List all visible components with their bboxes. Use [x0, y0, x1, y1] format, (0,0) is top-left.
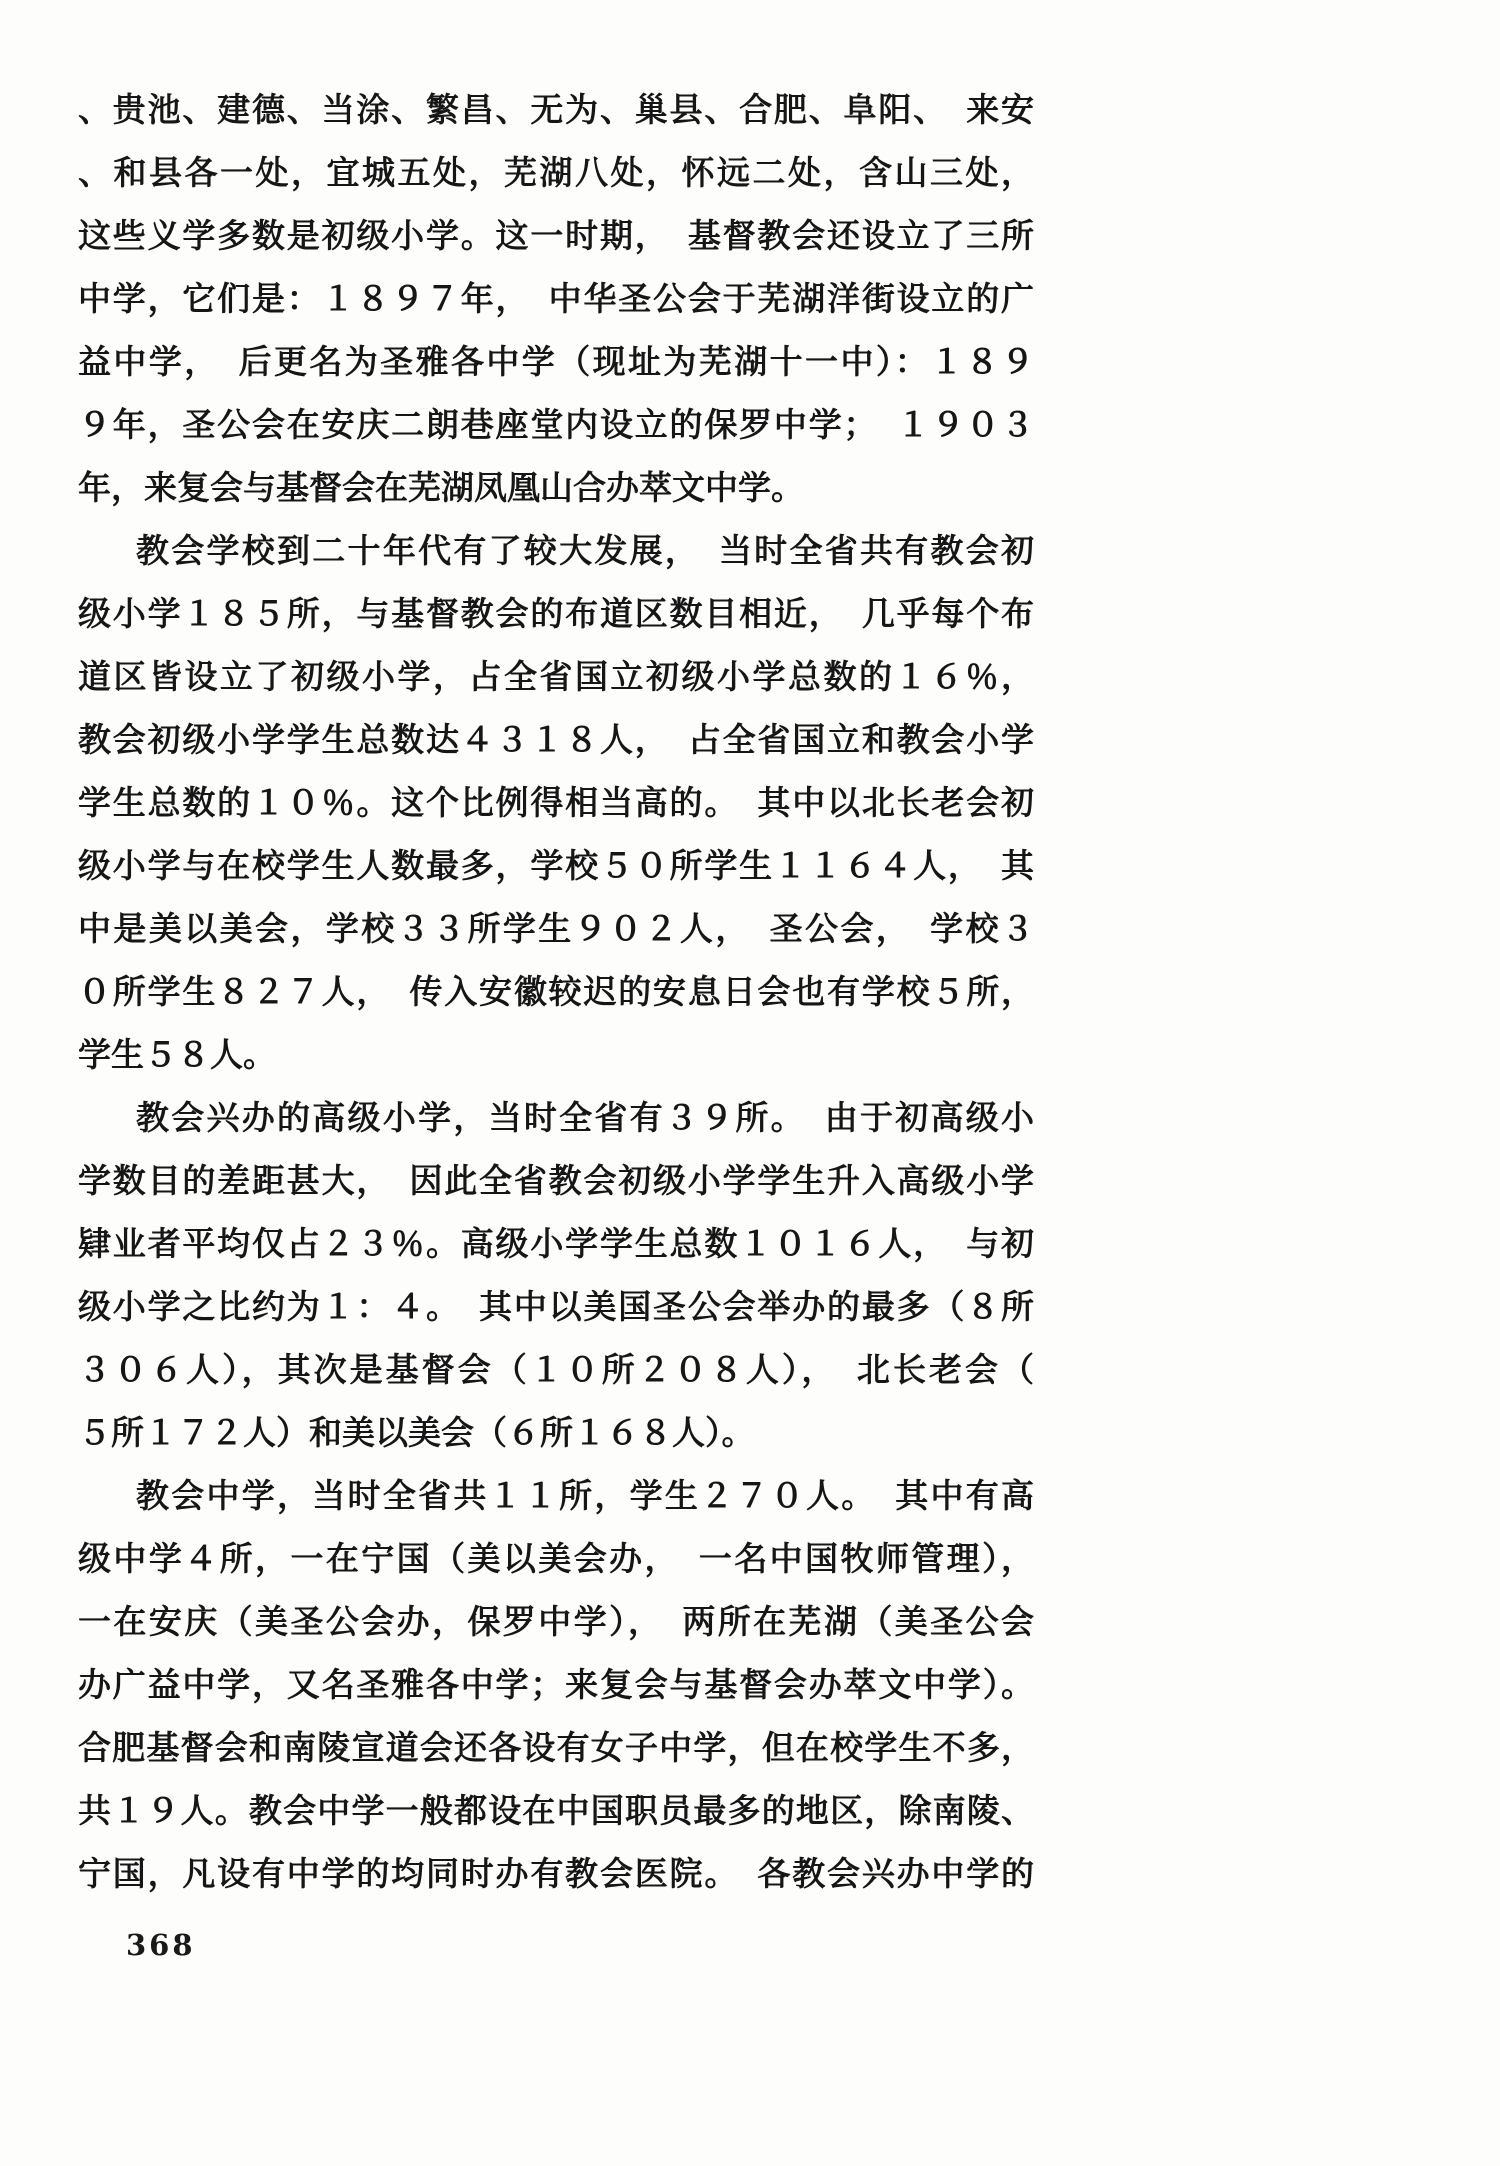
text-line: 这些义学多数是初级小学。这一时期， 基督教会还设立了三所 — [78, 219, 1034, 255]
text-line: ０所学生８２７人， 传入安徽较迟的安息日会也有学校５所， — [78, 975, 1034, 1011]
text-line: 一在安庆（美圣公会办，保罗中学）， 两所在芜湖（美圣公会 — [78, 1605, 1034, 1641]
text-line: 宁国，凡设有中学的均同时办有教会医院。 各教会兴办中学的 — [78, 1857, 1034, 1893]
text-line: ９年，圣公会在安庆二朗巷座堂内设立的保罗中学； １９０３ — [78, 408, 1034, 444]
text-line: 教会中学，当时全省共１１所，学生２７０人。 其中有高 — [136, 1479, 1034, 1515]
text-line: ５所１７２人）和美以美会（６所１６８人）。 — [78, 1416, 755, 1452]
text-line: 级小学１８５所，与基督教会的布道区数目相近， 几乎每个布 — [78, 597, 1034, 633]
text-line: 教会兴办的高级小学，当时全省有３９所。 由于初高级小 — [136, 1101, 1034, 1137]
text-line: 级小学之比约为１：４。 其中以美国圣公会举办的最多（８所 — [78, 1290, 1034, 1326]
text-line: 共１９人。教会中学一般都设在中国职员最多的地区，除南陵、 — [78, 1794, 1034, 1830]
text-line: 、和县各一处，宜城五处，芜湖八处，怀远二处，含山三处， — [78, 156, 1034, 192]
text-line: 益中学， 后更名为圣雅各中学（现址为芜湖十一中）：１８９ — [78, 345, 1034, 381]
text-line: 肄业者平均仅占２３％。高级小学学生总数１０１６人， 与初 — [78, 1227, 1034, 1263]
text-line: 道区皆设立了初级小学，占全省国立初级小学总数的１６％， — [78, 660, 1034, 696]
text-line: 教会学校到二十年代有了较大发展， 当时全省共有教会初 — [136, 534, 1034, 570]
page-number: 368 — [126, 1928, 196, 1962]
text-line: 学生５８人。 — [78, 1038, 276, 1074]
text-line: 、贵池、建德、当涂、繁昌、无为、巢县、合肥、阜阳、 来安 — [78, 93, 1034, 129]
text-line: 中是美以美会，学校３３所学生９０２人， 圣公会， 学校３ — [78, 912, 1034, 948]
text-line: ３０６人），其次是基督会（１０所２０８人）， 北长老会（ — [78, 1353, 1034, 1389]
text-line: 办广益中学，又名圣雅各中学；来复会与基督会办萃文中学）。 — [78, 1668, 1034, 1704]
text-line: 级中学４所，一在宁国（美以美会办， 一名中国牧师管理）， — [78, 1542, 1034, 1578]
text-line: 中学，它们是：１８９７年， 中华圣公会于芜湖洋街设立的广 — [78, 282, 1034, 318]
text-line: 学数目的差距甚大， 因此全省教会初级小学学生升入高级小学 — [78, 1164, 1034, 1200]
text-line: 合肥基督会和南陵宣道会还各设有女子中学，但在校学生不多， — [78, 1731, 1034, 1767]
text-line: 年，来复会与基督会在芜湖凤凰山合办萃文中学。 — [78, 471, 804, 507]
text-line: 学生总数的１０％。这个比例得相当高的。 其中以北长老会初 — [78, 786, 1034, 822]
text-line: 教会初级小学学生总数达４３１８人， 占全省国立和教会小学 — [78, 723, 1034, 759]
text-block — [78, 80, 1034, 1907]
text-line: 级小学与在校学生人数最多，学校５０所学生１１６４人， 其 — [78, 849, 1034, 885]
